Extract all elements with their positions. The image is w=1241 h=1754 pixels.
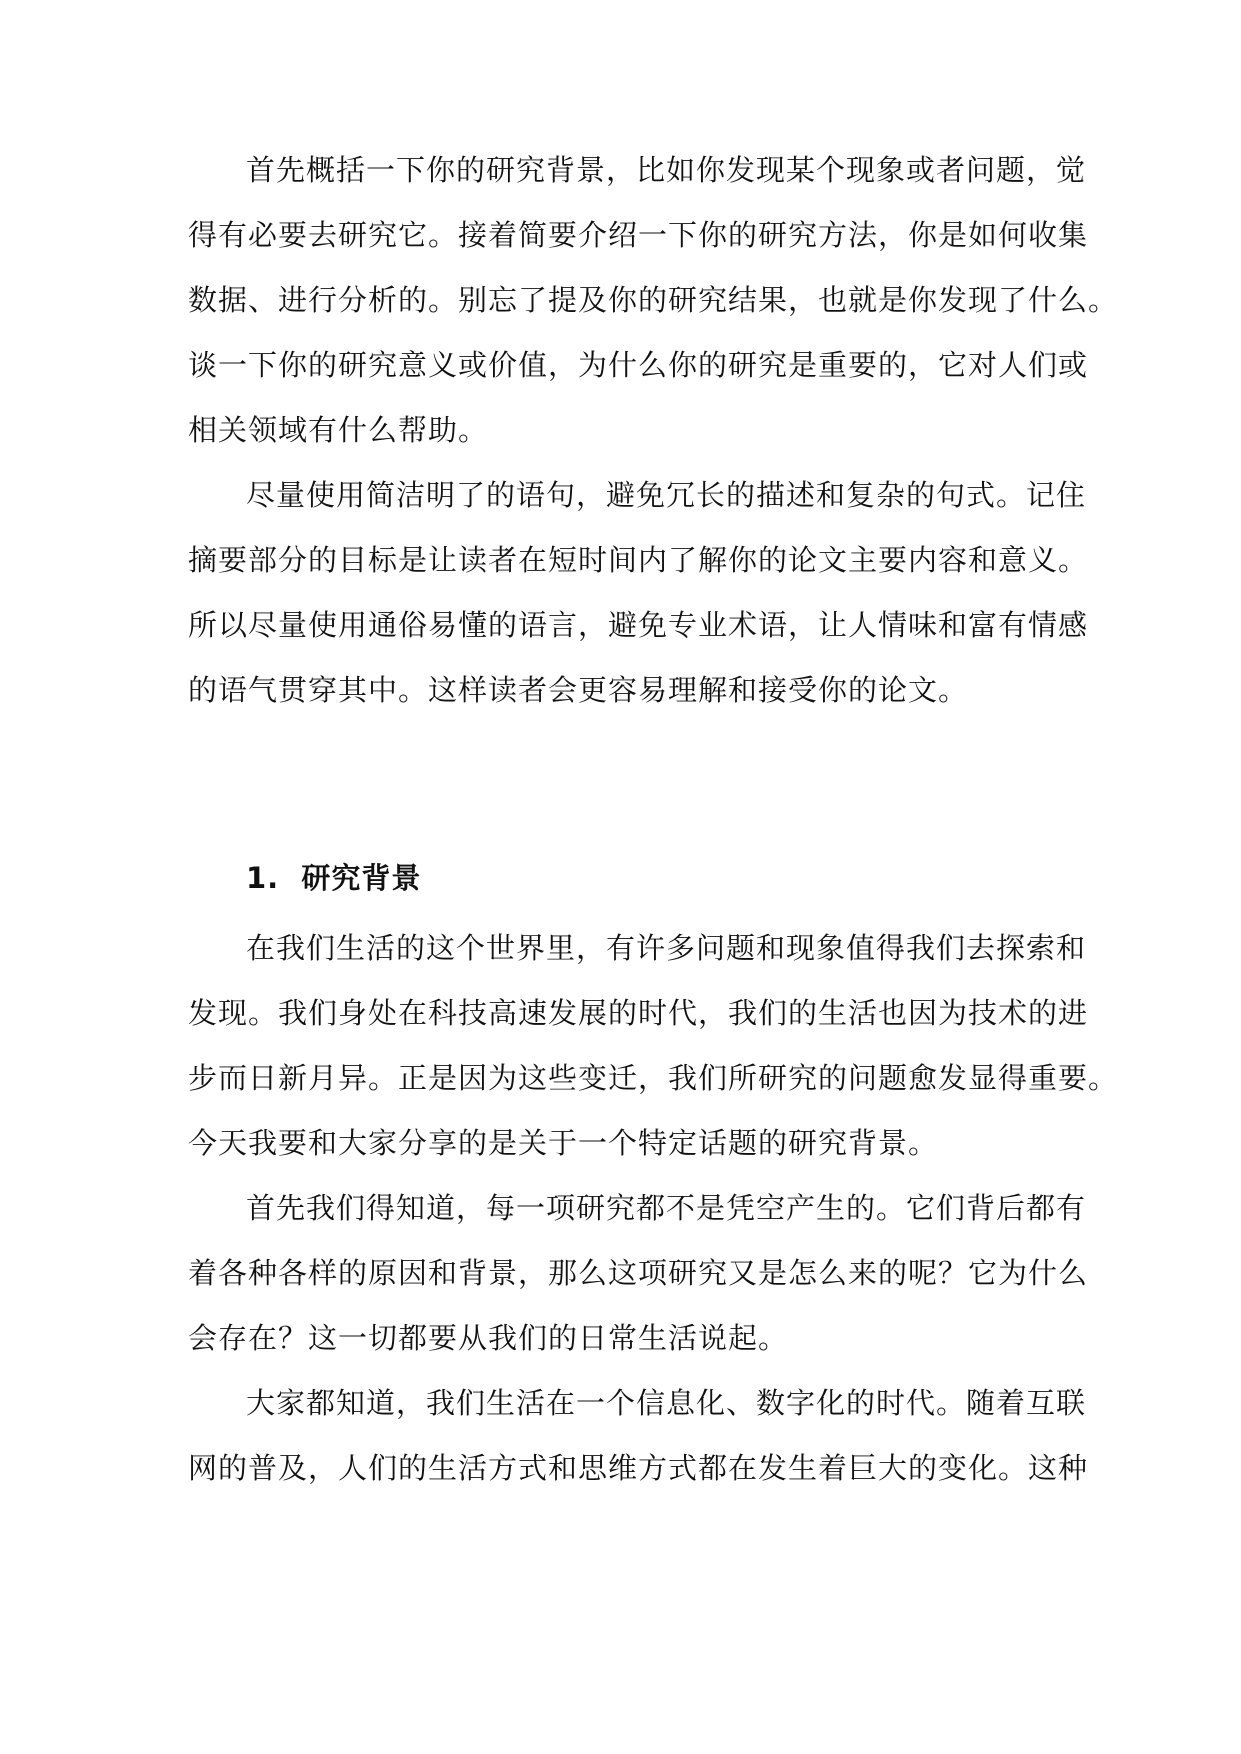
paragraph-line: 尽量使用简洁明了的语句，避免冗长的描述和复杂的句式。记住 — [246, 478, 1087, 512]
paragraph-line: 网的普及，人们的生活方式和思维方式都在发生着巨大的变化。这种 — [188, 1451, 1089, 1485]
paragraph-line: 相关领域有什么帮助。 — [188, 413, 489, 447]
paragraph-line: 今天我要和大家分享的是关于一个特定话题的研究背景。 — [188, 1126, 939, 1160]
background-paragraph-1 — [188, 916, 1119, 1176]
paragraph-line: 首先概括一下你的研究背景，比如你发现某个现象或者问题，觉 — [246, 153, 1087, 187]
paragraph-line: 数据、进行分析的。别忘了提及你的研究结果，也就是你发现了什么。 — [188, 283, 1119, 317]
paragraph-line: 在我们生活的这个世界里，有许多问题和现象值得我们去探索和 — [246, 931, 1087, 965]
paragraph-line: 的语气贯穿其中。这样读者会更容易理解和接受你的论文。 — [188, 673, 969, 707]
paragraph-line: 谈一下你的研究意义或价值，为什么你的研究是重要的，它对人们或 — [188, 348, 1089, 382]
section-number: 1. — [246, 861, 280, 895]
paragraph-line: 步而日新月异。正是因为这些变迁，我们所研究的问题愈发显得重要。 — [188, 1061, 1119, 1095]
intro-paragraph-1 — [188, 138, 1119, 463]
paragraph-line: 所以尽量使用通俗易懂的语言，避免专业术语，让人情味和富有情感 — [188, 608, 1089, 642]
paragraph-line: 摘要部分的目标是让读者在短时间内了解你的论文主要内容和意义。 — [188, 543, 1089, 577]
paragraph-line: 大家都知道，我们生活在一个信息化、数字化的时代。随着互联 — [246, 1386, 1087, 1420]
paragraph-line: 首先我们得知道，每一项研究都不是凭空产生的。它们背后都有 — [246, 1191, 1087, 1225]
intro-paragraph-2 — [188, 463, 1089, 723]
background-paragraph-3 — [188, 1371, 1089, 1501]
background-paragraph-2 — [188, 1176, 1089, 1371]
section-title: 研究背景 — [301, 861, 422, 895]
paragraph-line: 着各种各样的原因和背景，那么这项研究又是怎么来的呢？它为什么 — [188, 1256, 1089, 1290]
section-heading — [246, 858, 421, 898]
paragraph-line: 发现。我们身处在科技高速发展的时代，我们的生活也因为技术的进 — [188, 996, 1089, 1030]
paragraph-line: 得有必要去研究它。接着简要介绍一下你的研究方法，你是如何收集 — [188, 218, 1089, 252]
paragraph-line: 会存在？这一切都要从我们的日常生活说起。 — [188, 1321, 789, 1355]
